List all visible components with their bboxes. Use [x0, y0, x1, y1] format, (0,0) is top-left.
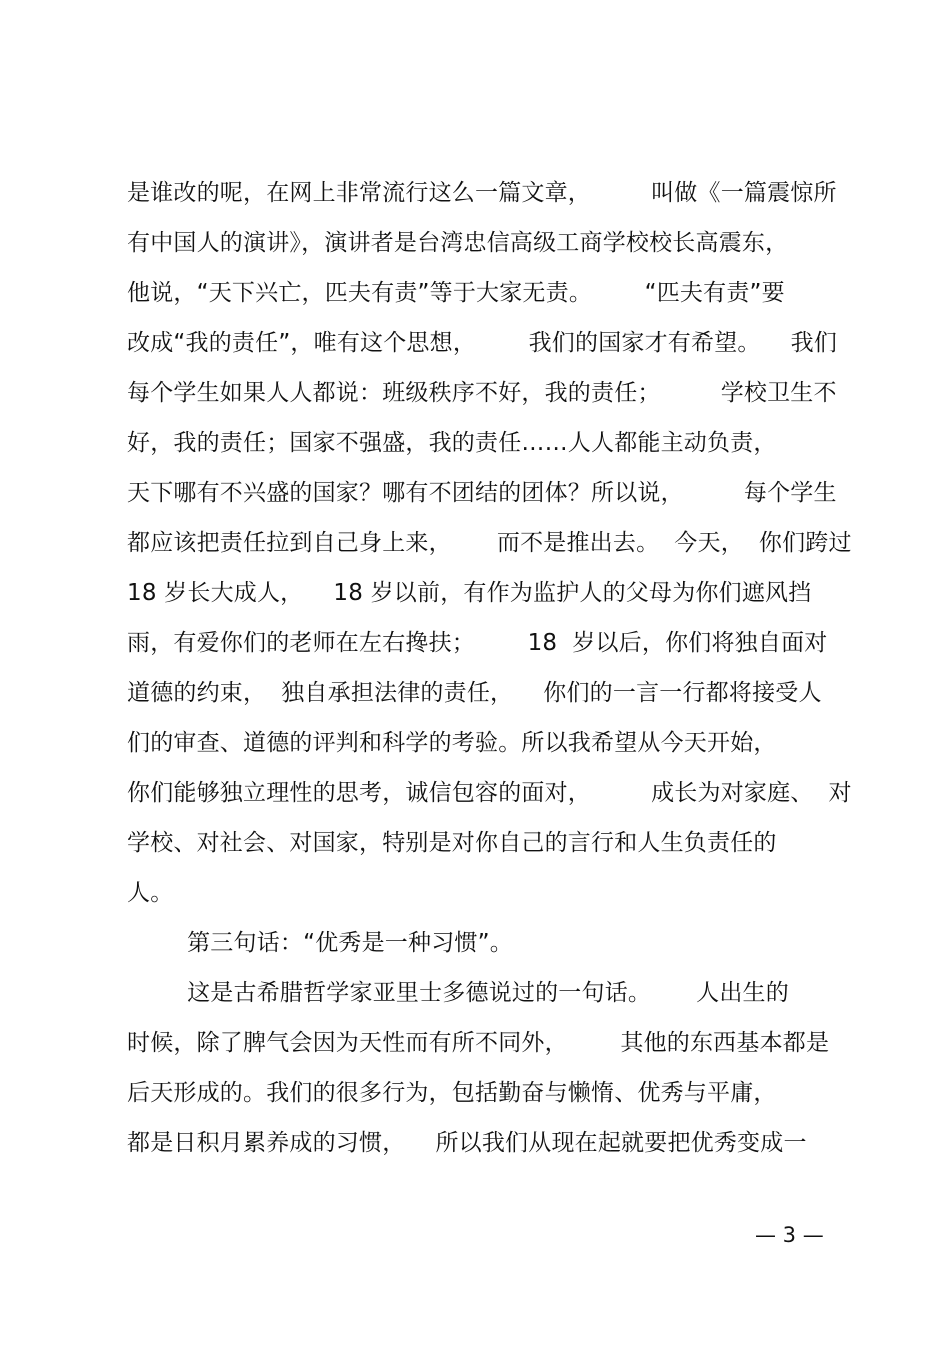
text-line: 好，我的责任；国家不强盛，我的责任……人人都能主动负责， — [127, 430, 777, 456]
text-line: 每个学生如果人人都说：班级秩序不好，我的责任； 学校卫生不 — [127, 380, 837, 406]
text-line: 是谁改的呢，在网上非常流行这么一篇文章， 叫做《一篇震惊所 — [127, 180, 837, 206]
text-line: 天下哪有不兴盛的国家？哪有不团结的团体？所以说， 每个学生 — [127, 480, 837, 506]
text-line: 这是古希腊哲学家亚里士多德说过的一句话。 人出生的 — [127, 980, 789, 1006]
text-line: 18 岁长大成人， 18 岁以前，有作为监护人的父母为你们遮风挡 — [127, 580, 812, 606]
text-line: 你们能够独立理性的思考，诚信包容的面对， 成长为对家庭、 对 — [127, 780, 852, 806]
text-line: 后天形成的。我们的很多行为，包括勤奋与懒惰、优秀与平庸， — [127, 1080, 777, 1106]
text-line: 他说，“天下兴亡，匹夫有责”等于大家无责。 “匹夫有责”要 — [127, 280, 785, 306]
section-heading-line: 第三句话：“优秀是一种习惯”。 — [127, 930, 513, 956]
text-line: 们的审查、道德的评判和科学的考验。所以我希望从今天开始， — [127, 730, 777, 756]
text-line: 时候，除了脾气会因为天性而有所不同外， 其他的东西基本都是 — [127, 1030, 830, 1056]
text-line: 改成“我的责任”，唯有这个思想， 我们的国家才有希望。 我们 — [127, 330, 838, 356]
text-line: 道德的约束， 独自承担法律的责任， 你们的一言一行都将接受人 — [127, 680, 822, 706]
text-line: 雨，有爱你们的老师在左右搀扶； 18 岁以后，你们将独自面对 — [127, 630, 828, 656]
text-line: 人。 — [127, 880, 174, 906]
text-line: 学校、对社会、对国家，特别是对你自己的言行和人生负责任的 — [127, 830, 777, 856]
text-line: 都是日积月累养成的习惯， 所以我们从现在起就要把优秀变成一 — [127, 1130, 807, 1156]
text-line: 都应该把责任拉到自己身上来， 而不是推出去。 今天， 你们跨过 — [127, 530, 852, 556]
page-number: — 3 — — [755, 1223, 824, 1247]
text-line: 有中国人的演讲》，演讲者是台湾忠信高级工商学校校长高震东， — [127, 230, 789, 256]
